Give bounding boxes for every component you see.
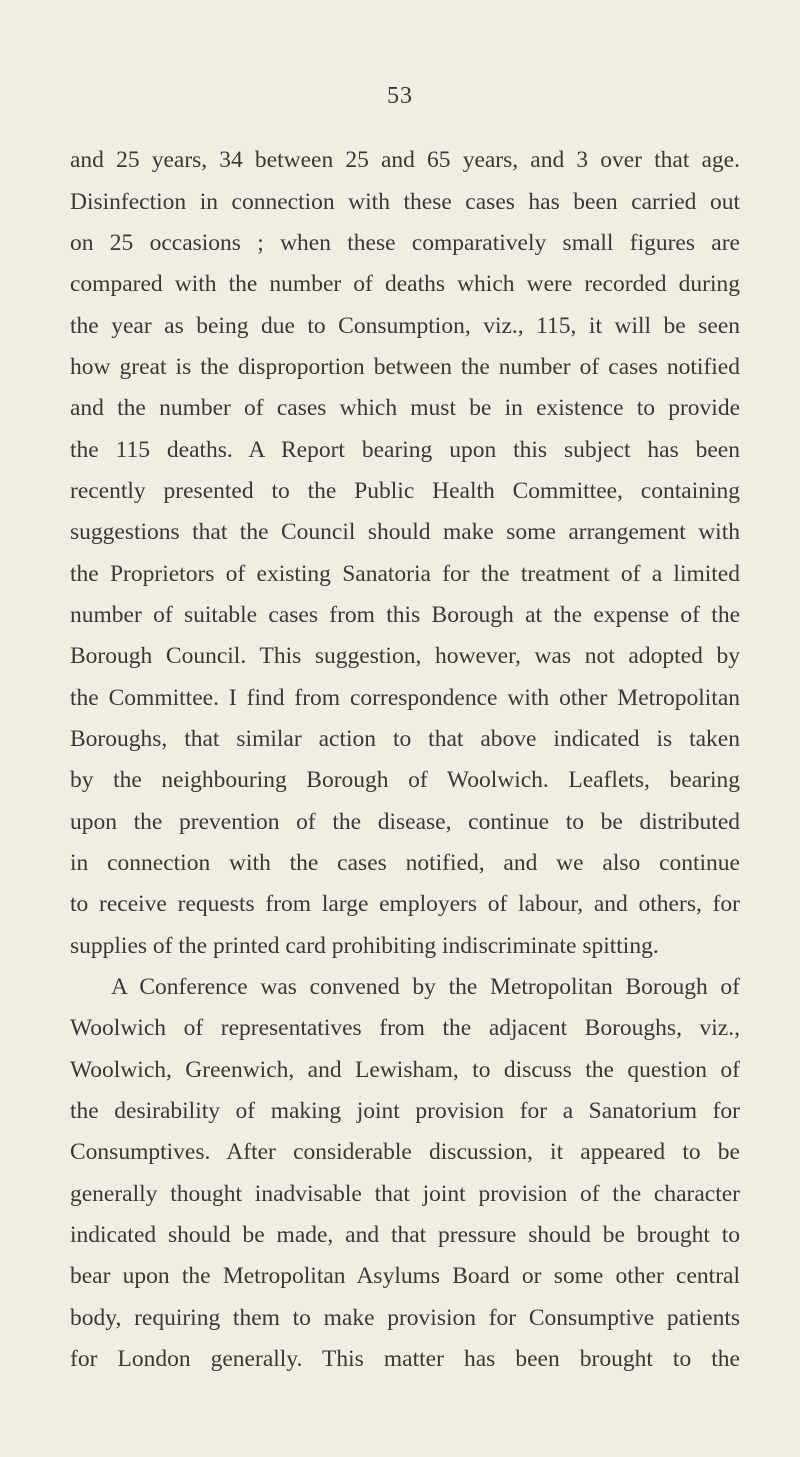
text-line: Boroughs, that similar action to that above indicated is taken	[70, 726, 740, 752]
text-line: and 25 years, 34 between 25 and 65 years, and 3 over that age.	[70, 147, 740, 173]
text-line: to receive requests from large employers of labour, and others, for	[70, 891, 740, 917]
text-line: the Committee. I find from correspondence with other Metropolitan	[70, 685, 740, 711]
text-line: Disinfection in connection with these cases has been carried out	[70, 189, 740, 215]
text-line: compared with the number of deaths which were recorded during	[70, 271, 740, 297]
text-line: suggestions that the Council should make some arrangement with	[70, 519, 740, 545]
text-line: upon the prevention of the disease, continue to be distributed	[70, 809, 740, 835]
text-line: for London generally. This matter has been brought to the	[70, 1346, 740, 1372]
text-line: A Conference was convened by the Metropolitan Borough of	[111, 974, 740, 1000]
text-line: Borough Council. This suggestion, however, was not adopted by	[70, 643, 740, 669]
text-line: bear upon the Metropolitan Asylums Board or some other central	[70, 1263, 740, 1289]
text-line: number of suitable cases from this Borough at the expense of the	[70, 602, 740, 628]
text-line: the Proprietors of existing Sanatoria for the treatment of a limited	[70, 561, 740, 587]
text-line: Consumptives. After considerable discussion, it appeared to be	[70, 1139, 740, 1165]
text-line: Woolwich of representatives from the adjacent Boroughs, viz.,	[70, 1015, 740, 1041]
text-line: and the number of cases which must be in existence to provide	[70, 395, 740, 421]
text-line: supplies of the printed card prohibiting indiscriminate spitting.	[70, 933, 659, 959]
text-line: the year as being due to Consumption, viz., 115, it will be seen	[70, 313, 740, 339]
text-line: Woolwich, Greenwich, and Lewisham, to discuss the question of	[70, 1057, 740, 1083]
text-line: recently presented to the Public Health Committee, containing	[70, 478, 740, 504]
text-line: in connection with the cases notified, and we also continue	[70, 850, 740, 876]
text-line: how great is the disproportion between the number of cases notified	[70, 354, 740, 380]
text-line: on 25 occasions ; when these comparatively small figures are	[70, 230, 740, 256]
text-line: generally thought inadvisable that joint provision of the character	[70, 1181, 740, 1207]
text-line: the 115 deaths. A Report bearing upon this subject has been	[70, 437, 740, 463]
text-line: the desirability of making joint provision for a Sanatorium for	[70, 1098, 740, 1124]
page-number: 53	[387, 83, 413, 109]
text-line: indicated should be made, and that pressure should be brought to	[70, 1222, 740, 1248]
text-line: by the neighbouring Borough of Woolwich. Leaflets, bearing	[70, 767, 740, 793]
text-line: body, requiring them to make provision for Consumptive patients	[70, 1305, 740, 1331]
